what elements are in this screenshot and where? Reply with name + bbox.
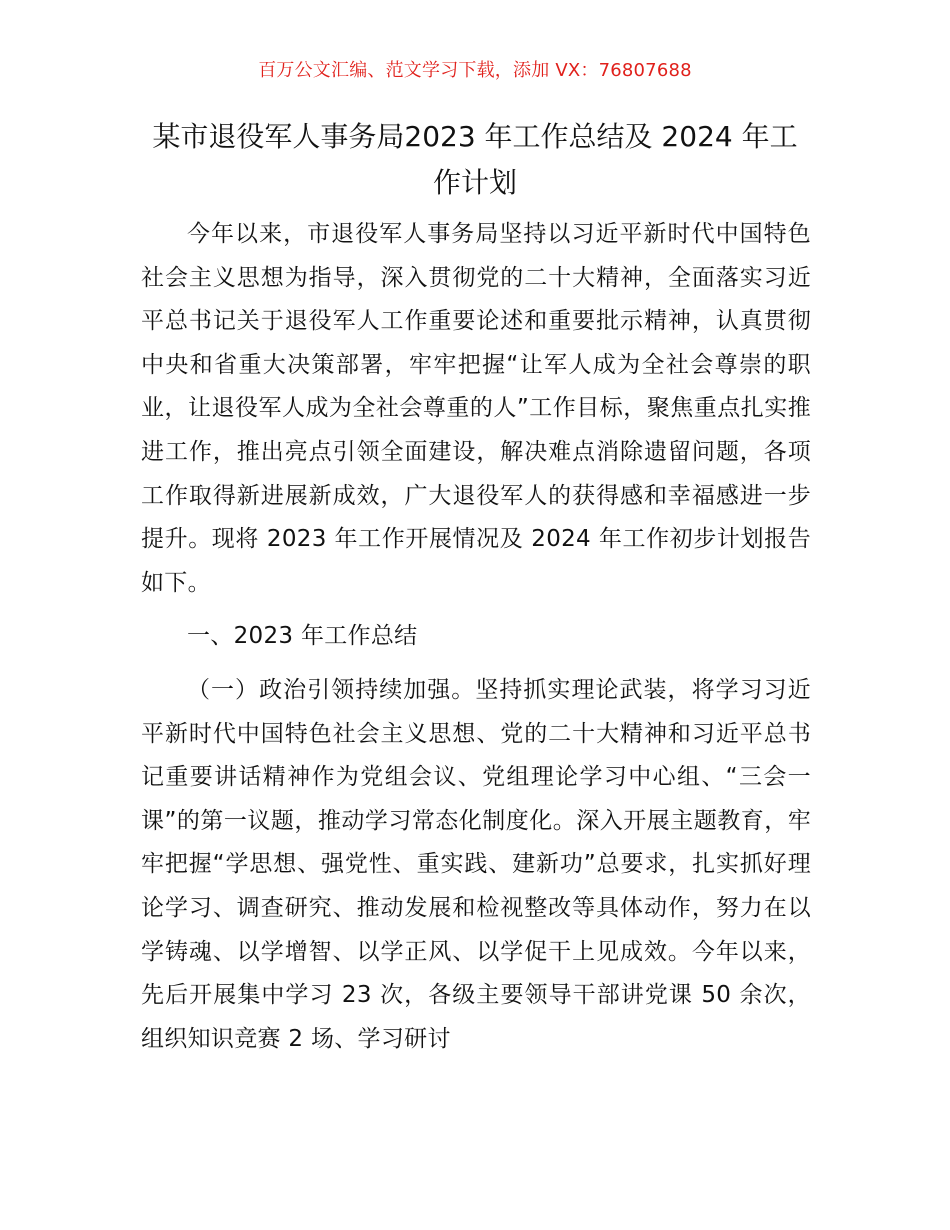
section-paragraph: （一）政治引领持续加强。坚持抓实理论武装，将学习习近平新时代中国特色社会主义思想、党的二十大精神和习近平总书记重要讲话精神作为党组会议、党组理论学习中心组、“三会一课”的第一议题，推动学习常态化制度化。深入开展主题教育，牢牢把握“学思想、强党性、重实践、建新功”总要求，扎实抓好理论学习、调查研究、推动发展和检视整改等具体动作，努力在以学铸魂、以学增智、以学正风、以学促干上见成效。今年以来，先后开展集中学习 23 次，各级主要领导干部讲党课 50 余次，组织知识竞赛 2 场、学习研讨 <box>141 676 811 1052</box>
document-body <box>141 213 811 1061</box>
document-title: 某市退役军人事务局2023 年工作总结及 2024 年工作计划 <box>152 120 798 199</box>
section-heading: 一、2023 年工作总结 <box>187 623 418 650</box>
watermark-text: 百万公文汇编、范文学习下载，添加 VX：76807688 <box>258 60 692 81</box>
intro-paragraph: 今年以来，市退役军人事务局坚持以习近平新时代中国特色社会主义思想为指导，深入贯彻党的二十大精神，全面落实习近平总书记关于退役军人工作重要论述和重要批示精神，认真贯彻中央和省重大决策部署，牢牢把握“让军人成为全社会尊崇的职业，让退役军人成为全社会尊重的人”工作目标，聚焦重点扎实推进工作，推出亮点引领全面建设，解决难点消除遗留问题，各项工作取得新进展新成效，广大退役军人的获得感和幸福感进一步提升。现将 2023 年工作开展情况及 2024 年工作初步计划报告如下。 <box>141 221 811 596</box>
